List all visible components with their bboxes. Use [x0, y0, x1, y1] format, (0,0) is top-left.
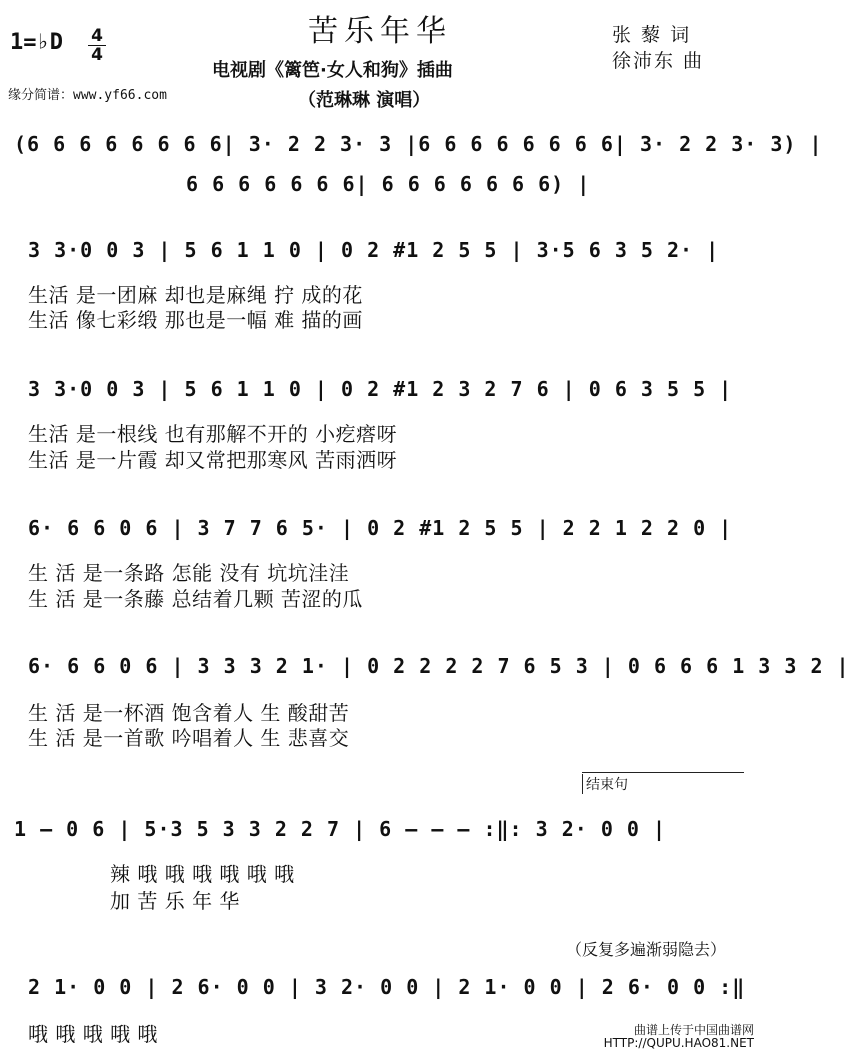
- notation-line: 6· 6 6 0 6 | 3 3 3 2 1· | 0 2 2 2 2 7 6 5 3 | 0 6 6 6 1 3 3 2 |: [28, 654, 850, 678]
- repeat-instruction: （反复多遍渐弱隐去）: [566, 940, 727, 959]
- composer-credit: 徐沛东 曲: [612, 50, 705, 72]
- notation-line: 3 3·0 0 3 | 5 6 1 1 0 | 0 2 #1 2 3 2 7 6 | 0 6 3 5 5 |: [28, 377, 733, 401]
- time-signature-bottom: 4: [91, 45, 103, 65]
- notation-line: 1 — 0 6 | 5·3 5 3 3 2 2 7 | 6 — — — :‖: 3 2· 0 0 |: [14, 817, 667, 841]
- lyric-line: 生 活 是一杯酒 饱含着人 生 酸甜苦: [28, 701, 350, 725]
- lyric-line: 生 活 是一条藤 总结着几颗 苦涩的瓜: [28, 587, 363, 611]
- lyric-line: 生 活 是一首歌 吟唱着人 生 悲喜交: [28, 726, 350, 750]
- lyric-line: 生 活 是一条路 怎能 没有 坑坑洼洼: [28, 561, 350, 585]
- song-title: 苦乐年华: [308, 14, 452, 49]
- source-site: 缘分简谱：www.yf66.com: [8, 88, 167, 103]
- lyric-line: 哦 哦 哦 哦 哦: [28, 1022, 158, 1046]
- lyric-line: 生活 是一团麻 却也是麻绳 拧 成的花: [28, 283, 363, 307]
- notation-line: 6 6 6 6 6 6 6| 6 6 6 6 6 6 6) |: [186, 172, 591, 196]
- lyric-line: 生活 像七彩缎 那也是一幅 难 描的画: [28, 308, 363, 332]
- notation-line: 3 3·0 0 3 | 5 6 1 1 0 | 0 2 #1 2 5 5 | 3·5 6 3 5 2· |: [28, 238, 720, 262]
- time-signature: [88, 28, 106, 63]
- notation-line: 2 1· 0 0 | 2 6· 0 0 | 3 2· 0 0 | 2 1· 0 0 | 2 6· 0 0 :‖: [28, 975, 746, 999]
- lyric-line: 生活 是一根线 也有那解不开的 小疙瘩呀: [28, 422, 398, 446]
- lyric-line: 辣 哦 哦 哦 哦 哦 哦: [110, 862, 295, 886]
- footer-url: HTTP://QUPU.HAO81.NET: [603, 1036, 754, 1050]
- key-signature: 1=♭D: [10, 30, 63, 55]
- performer-credit: （范琳琳 演唱）: [298, 90, 431, 111]
- lyricist-credit: 张 藜 词: [612, 24, 692, 46]
- notation-line: (6 6 6 6 6 6 6 6| 3· 2 2 3· 3 |6 6 6 6 6 6 6 6| 3· 2 2 3· 3) |: [14, 132, 823, 156]
- footer-watermark: [604, 1024, 754, 1050]
- time-signature-top: 4: [91, 26, 103, 46]
- lyric-line: 加 苦 乐 年 华: [110, 889, 240, 913]
- ending-label: 结束句: [582, 774, 628, 794]
- song-subtitle: 电视剧《篱笆·女人和狗》插曲: [212, 60, 453, 81]
- footer-line: 曲谱上传于中国曲谱网: [633, 1023, 754, 1037]
- notation-line: 6· 6 6 0 6 | 3 7 7 6 5· | 0 2 #1 2 5 5 | 2 2 1 2 2 0 |: [28, 516, 733, 540]
- lyric-line: 生活 是一片霞 却又常把那寒风 苦雨洒呀: [28, 448, 398, 472]
